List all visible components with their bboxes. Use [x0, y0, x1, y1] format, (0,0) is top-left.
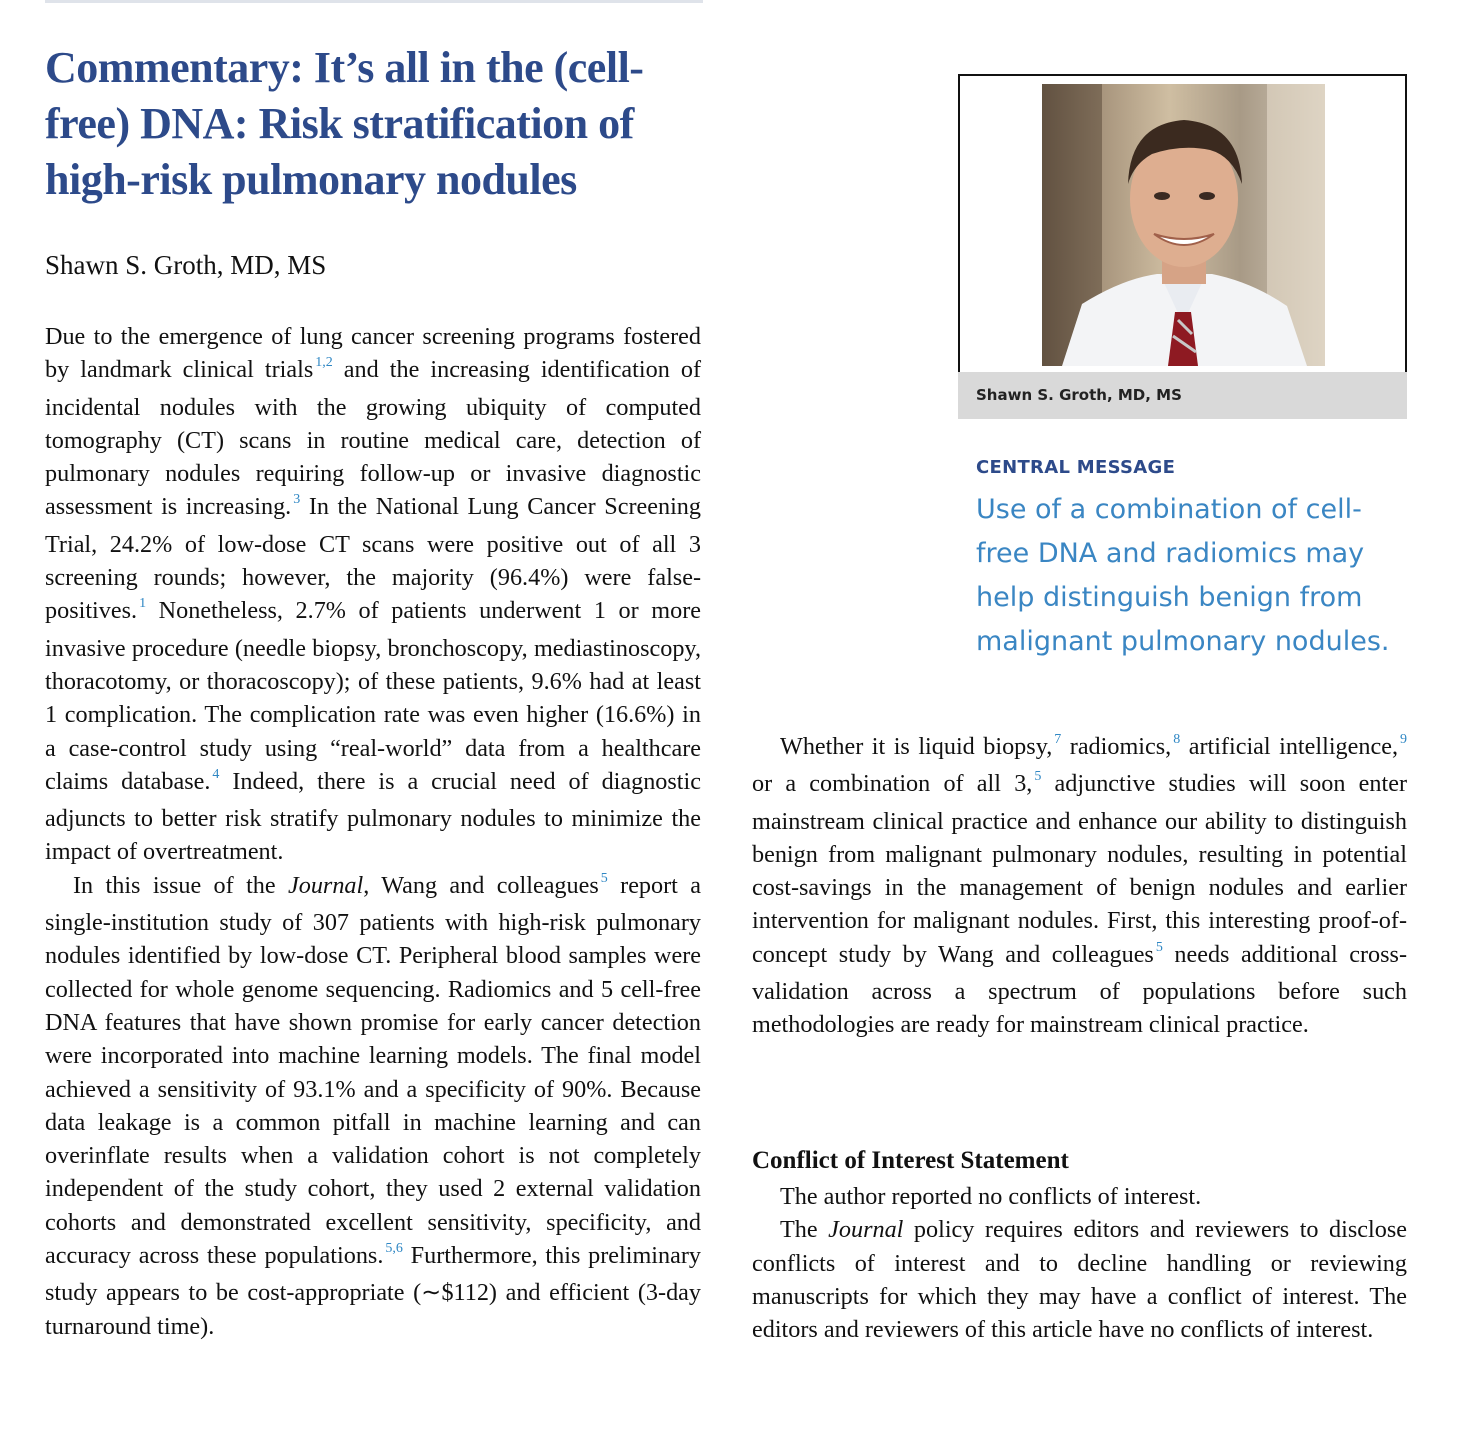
conflict-section	[752, 1180, 1407, 1346]
citation-ref[interactable]: 5,6	[385, 1241, 403, 1257]
journal-name: Journal	[828, 1216, 904, 1244]
citation-ref[interactable]: 4	[212, 766, 220, 782]
citation-ref[interactable]: 9	[1400, 732, 1407, 747]
conflict-statement: The author reported no conflicts of interest.	[780, 1183, 1202, 1210]
text-run: In this issue of the	[73, 871, 288, 899]
text-run: adjunctive studies will soon enter mainstream clinical practice and enhance our ability to distinguish benign from malignant pulmonary nodules, resulting in potential cost-savings in the management of benign nodules and earlier intervention for malignant nodules. First, this interesting proof-of-concept study by Wang and colleagues	[752, 770, 1408, 968]
photo-caption: Shawn S. Groth, MD, MS	[976, 386, 1182, 404]
text-run: Indeed, there is a crucial need of diagnostic adjuncts to better risk stratify pulmonary nodules to minimize the impact of overtreatment.	[45, 767, 701, 866]
citation-ref[interactable]: 7	[1054, 732, 1062, 747]
left-column	[45, 320, 701, 1343]
citation-ref[interactable]: 5	[1155, 939, 1163, 955]
citation-ref[interactable]: 8	[1173, 732, 1181, 747]
text-run: In the National Lung Cancer Screening Trial, 24.2% of low-dose CT scans were positive out of all 3 screening rounds; however, the majority (96.4%) were false-positives.	[45, 493, 701, 625]
author-photo-frame	[958, 74, 1407, 374]
text-run: policy requires editors and reviewers to disclose conflicts of interest and to decline handling or reviewing manuscripts for which they may have a conflict of interest. The editors and reviewers of this article have no conflicts of interest.	[752, 1216, 1407, 1344]
text-run: and the increasing identification of incidental nodules with the growing ubiquity of computed tomography (CT) scans in routine medical care, detection of pulmonary nodules requiring follow-up or invasive diagnostic assessment is increasing.	[45, 356, 701, 521]
text-run: Whether it is liquid biopsy,	[780, 733, 1053, 760]
photo-caption-bar	[958, 372, 1407, 419]
conflict-heading: Conflict of Interest Statement	[752, 1147, 1069, 1174]
journal-name: Journal	[288, 871, 364, 899]
central-message-text: Use of a combination of cell-free DNA and radiomics may help distinguish benign from malignant pulmonary nodules.	[976, 494, 1390, 657]
author-portrait-illustration	[1042, 84, 1325, 366]
text-run: needs additional cross-validation across a spectrum of populations before such methodologies are ready for mainstream clinical practice.	[752, 940, 1407, 1039]
text-run: report a single-institution study of 307 patients with high-risk pulmonary nodules identified by low-dose CT. Peripheral blood samples were collected for whole genome sequencing. Radiomics and 5 cell-free DNA features that have shown promise for early cancer detection were incorporated into machine learning models. The final model achieved a sensitivity of 93.1% and a specificity of 90%. Because data leakage is a common pitfall in machine learning and can overinflate results when a validation cohort is not completely independent of the study cohort, they used 2 external validation cohorts and demonstrated excellent sensitivity, specificity, and accuracy across these populations.	[45, 871, 701, 1270]
text-run: , Wang and colleagues	[363, 871, 599, 899]
body-paragraph-3	[752, 730, 1407, 1042]
citation-ref[interactable]: 5	[600, 870, 608, 886]
central-message-heading: CENTRAL MESSAGE	[976, 457, 1176, 478]
text-run: The	[780, 1216, 829, 1244]
text-run: Furthermore, this preliminary study appears to be cost-appropriate (∼$112) and efficient (3-day turnaround time).	[45, 1242, 701, 1340]
citation-ref[interactable]: 5	[1034, 769, 1042, 785]
body-paragraph-1	[45, 320, 701, 869]
article-title: Commentary: It’s all in the (cell-free) DNA: Risk stratification of high-risk pulmonary nodules	[45, 43, 644, 204]
text-run: Due to the emergence of lung cancer screening programs fostered by landmark clinical trials	[45, 323, 701, 384]
text-run: Nonetheless, 2.7% of patients underwent 1 or more invasive procedure (needle biopsy, bronchoscopy, mediastinoscopy, thoracotomy, or thoracoscopy); of these patients, 9.6% had at least 1 complication. The complication rate was even higher (16.6%) in a case-control study using “real-world” data from a healthcare claims database.	[45, 597, 701, 795]
top-rule	[45, 0, 703, 3]
citation-ref[interactable]: 1	[139, 596, 147, 612]
body-paragraph-2	[45, 869, 701, 1343]
right-column	[752, 730, 1407, 1042]
text-run: or a combination of all 3,	[752, 770, 1033, 798]
text-run: radiomics,	[1061, 733, 1172, 760]
conflict-policy	[752, 1213, 1407, 1346]
author-byline: Shawn S. Groth, MD, MS	[45, 250, 327, 280]
citation-ref[interactable]: 3	[293, 492, 301, 508]
author-photo	[1042, 84, 1325, 366]
text-run: artificial intelligence,	[1180, 733, 1398, 760]
citation-ref[interactable]: 1,2	[315, 355, 333, 371]
